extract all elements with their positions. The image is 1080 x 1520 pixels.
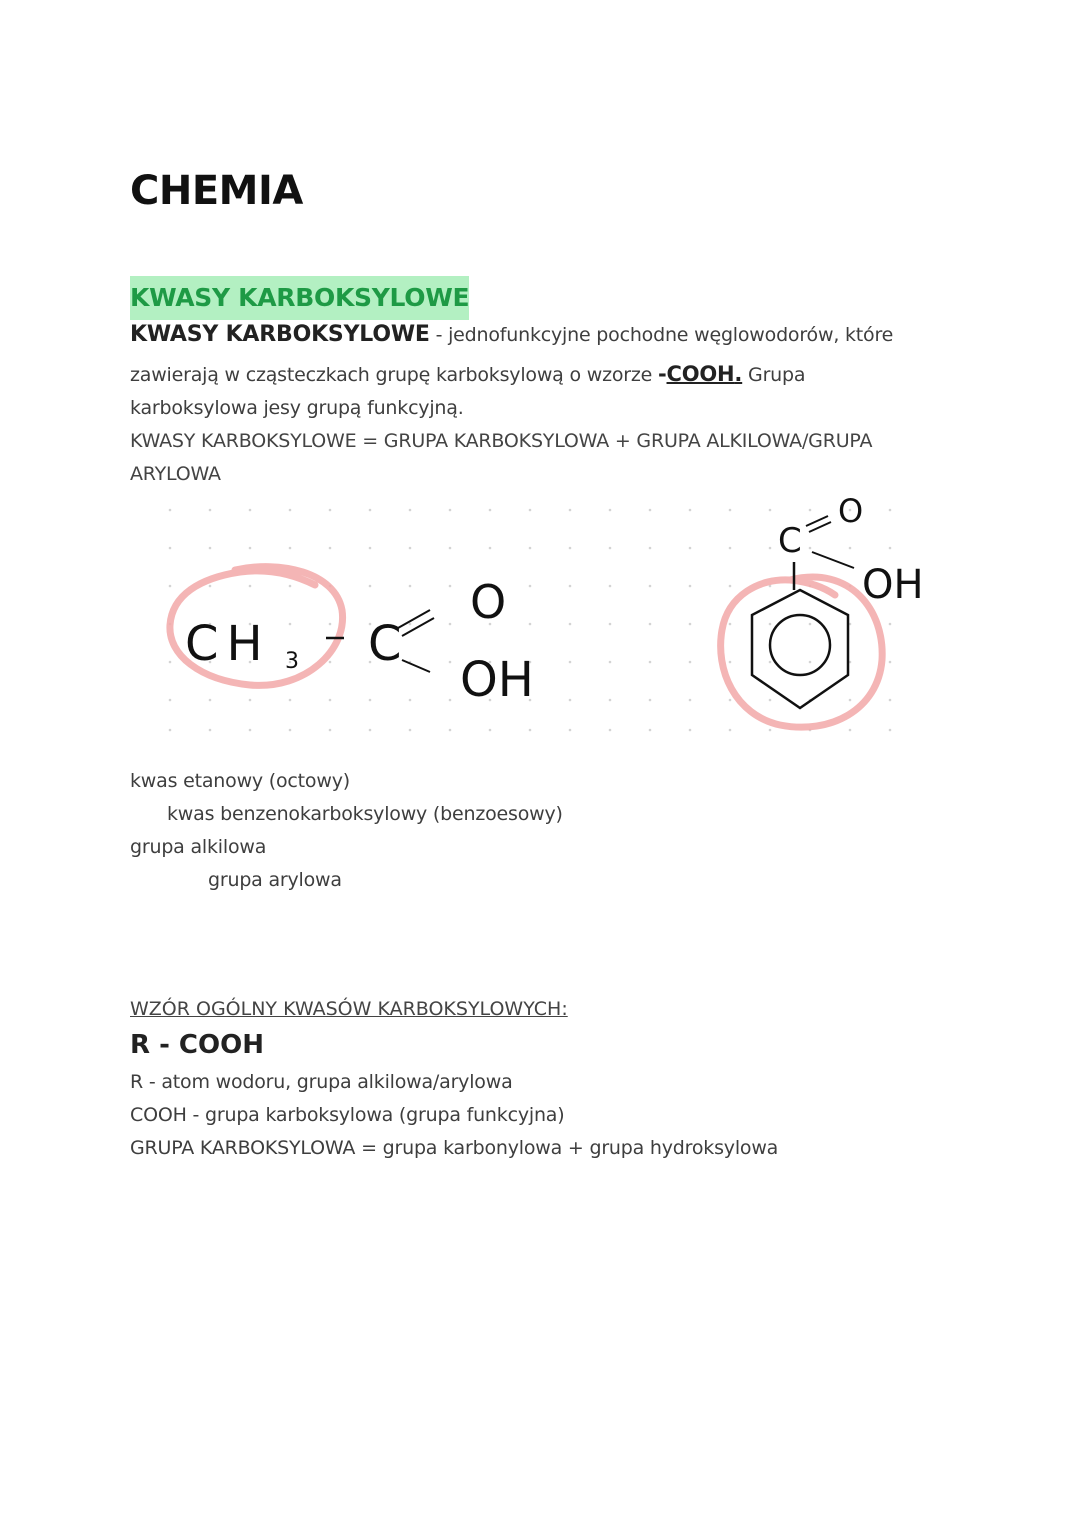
benzene-inner-circle bbox=[770, 615, 830, 675]
r-description: R - atom wodoru, grupa alkilowa/arylowa bbox=[130, 1071, 513, 1093]
caption-benzoic: kwas benzenokarboksylowy (benzoesowy) bbox=[167, 803, 563, 825]
hydroxyl-label-right: OH bbox=[862, 562, 924, 608]
ch3-subscript: 3 bbox=[285, 649, 299, 674]
hydroxyl-bond-left bbox=[402, 660, 430, 672]
definition-text-2: zawierają w cząsteczkach grupę karboksylową o wzorze bbox=[130, 364, 658, 386]
definition-line-2 bbox=[130, 362, 805, 386]
group-description: GRUPA KARBOKSYLOWA = grupa karbonylowa + grupa hydroksylowa bbox=[130, 1137, 779, 1159]
caption-aryl: grupa arylowa bbox=[208, 869, 342, 891]
definition-line-1 bbox=[130, 322, 893, 347]
cooh-prefix: - bbox=[657, 362, 667, 386]
benzene-ring bbox=[752, 590, 848, 708]
hydroxyl-bond-right bbox=[812, 552, 854, 568]
definition-dash: - bbox=[429, 324, 449, 346]
carbon-label-right: C bbox=[778, 521, 802, 561]
caption-acetic: kwas etanowy (octowy) bbox=[130, 770, 350, 792]
cooh-text: COOH bbox=[666, 362, 735, 386]
ch3-label: CH bbox=[185, 616, 271, 672]
double-bond-line-2 bbox=[402, 618, 434, 636]
definition-text-1: jednofunkcyjne pochodne węglowodorów, które bbox=[448, 324, 894, 346]
definition-line-3: karboksylowa jesy grupą funkcyjną. bbox=[130, 397, 464, 419]
definition-text-2-post: Grupa bbox=[742, 364, 806, 386]
cooh-description: COOH - grupa karboksylowa (grupa funkcyjna) bbox=[130, 1104, 565, 1126]
carbon-label-left: C bbox=[368, 616, 402, 672]
general-formula: R - COOH bbox=[130, 1030, 264, 1060]
aryl-group-circle bbox=[721, 577, 883, 727]
general-formula-heading: WZÓR OGÓLNY KWASÓW KARBOKSYLOWYCH: bbox=[130, 998, 568, 1020]
caption-alkyl: grupa alkilowa bbox=[130, 836, 267, 858]
double-bond-line-1 bbox=[398, 610, 430, 628]
cooh-suffix: . bbox=[734, 362, 743, 386]
equation-line-1: KWASY KARBOKSYLOWE = GRUPA KARBOKSYLOWA + GRUPA ALKILOWA/GRUPA bbox=[130, 430, 873, 452]
oxygen-label-right: O bbox=[838, 492, 864, 530]
hydroxyl-label-left: OH bbox=[460, 652, 534, 708]
page-title: CHEMIA bbox=[130, 168, 303, 214]
section-heading-highlight: KWASY KARBOKSYLOWE bbox=[130, 276, 469, 320]
cooh-inline-formula bbox=[658, 362, 742, 386]
equation-line-2: ARYLOWA bbox=[130, 463, 221, 485]
definition-term: KWASY KARBOKSYLOWE bbox=[130, 322, 430, 347]
molecule-drawing bbox=[130, 490, 930, 750]
oxygen-label-left: O bbox=[470, 575, 507, 629]
